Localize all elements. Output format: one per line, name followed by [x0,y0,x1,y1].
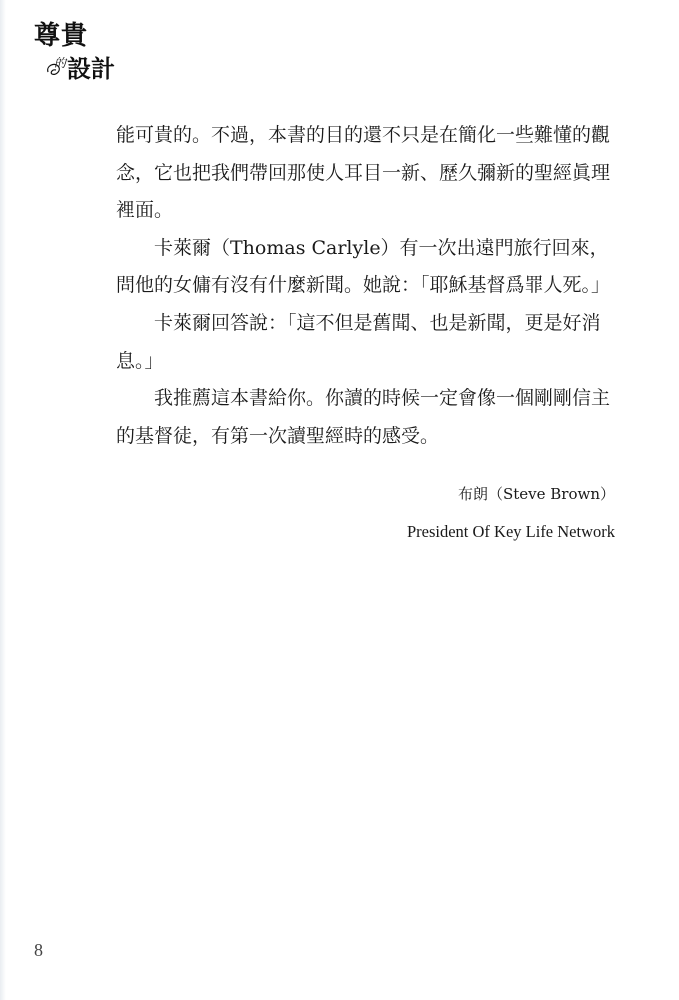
signature-name: 布朗（Steve Brown） [457,485,615,503]
page-number: 8 [34,940,43,960]
logo-small-char: 的 [54,56,67,70]
signature-block [407,482,615,544]
paragraph-carlyle-answer: 卡萊爾回答說：「這不但是舊聞、也是新聞，更是好消息。」 [116,311,601,372]
header-logo [34,21,154,83]
body-text [116,117,616,455]
paragraph-continuation: 能可貴的。不過，本書的目的還不只是在簡化一些難懂的觀念，它也把我們帶回那使人耳目一新、歷久彌新的聖經眞理裡面。 [116,124,611,222]
paragraph-carlyle-question: 卡萊爾（Thomas Carlyle）有一次出遠門旅行回來，問他的女傭有沒有什麼新聞。她說：「耶穌基督爲罪人死。」 [116,236,611,297]
page-edge-shadow [0,0,6,1000]
logo-title-line2-text: 設計 [67,55,116,83]
logo-title-line1: 尊貴 [34,21,89,51]
logo-title-line2 [54,50,115,82]
paragraph-recommendation: 我推薦這本書給你。你讀的時候一定會像一個剛剛信主的基督徒，有第一次讀聖經時的感受。 [116,387,611,447]
signature-organization: President Of Key Life Network [406,522,615,541]
